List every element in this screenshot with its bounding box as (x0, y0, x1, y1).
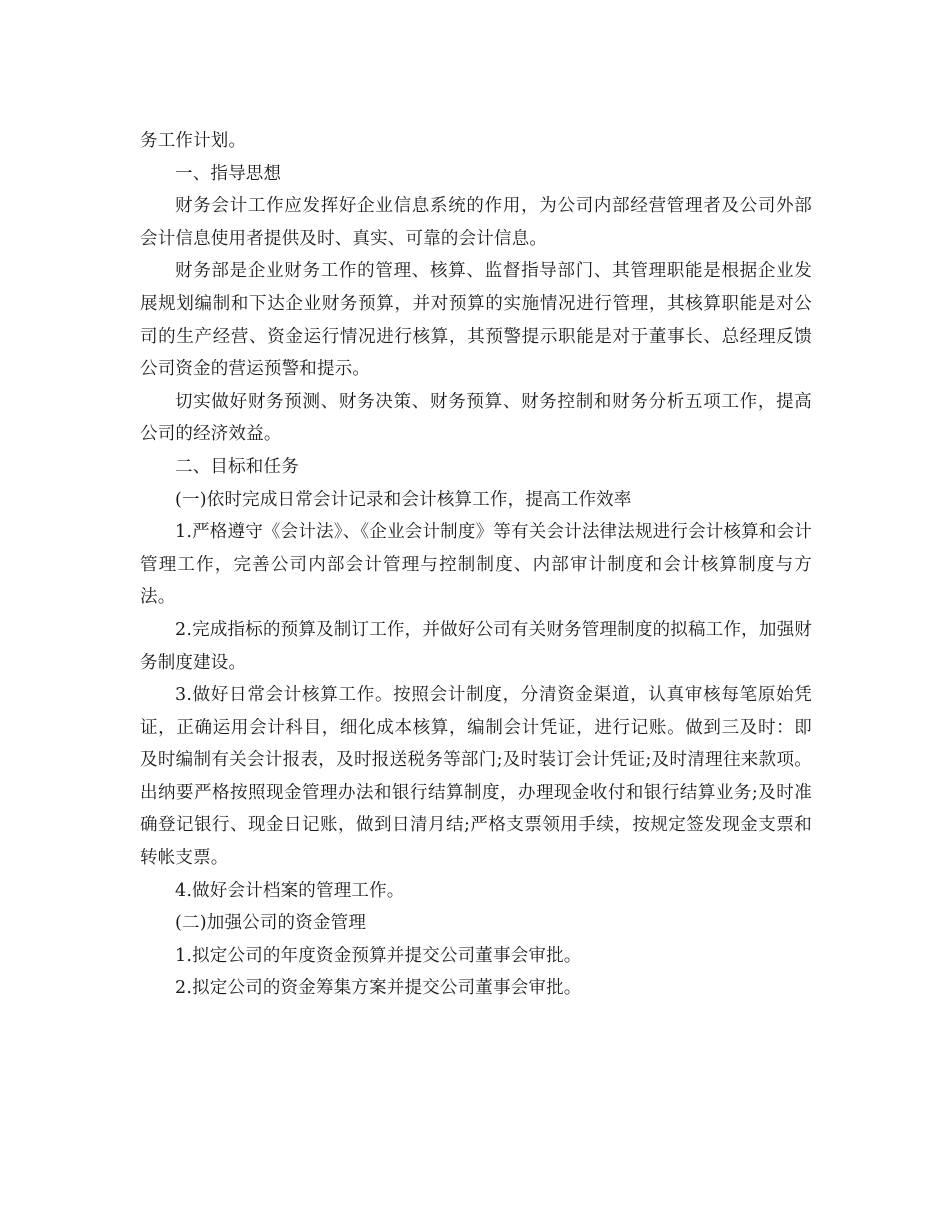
section-heading-guiding-ideology: 一、指导思想 (175, 163, 282, 184)
paragraph: 财务会计工作应发挥好企业信息系统的作用，为公司内部经营管理者及公司外部会计信息使用者提供及时、真实、可靠的会计信息。 (140, 196, 812, 249)
document-body (140, 125, 812, 1005)
paragraph-continuation: 务工作计划。 (140, 131, 247, 151)
subsection-heading: (一)依时完成日常会计记录和会计核算工作，提高工作效率 (175, 489, 632, 510)
paragraph: 切实做好财务预测、财务决策、财务预算、财务控制和财务分析五项工作，提高公司的经济效益。 (140, 391, 812, 445)
section-heading-goals-tasks: 二、目标和任务 (175, 456, 299, 477)
list-item: 1.拟定公司的年度资金预算并提交公司董事会审批。 (175, 945, 582, 966)
list-item: 3.做好日常会计核算工作。按照会计制度，分清资金渠道，认真审核每笔原始凭证，正确运用会计科目，细化成本核算，编制会计凭证，进行记账。做到三及时：即及时编制有关会计报表，及时报送税务等部门;及时装订会计凭证;及时清理往来款项。出纳要严格按照现金管理办法和银行结算制度，办理现金收付和银行结算业务;及时准确登记银行、现金日记账，做到日清月结;严格支票领用手续，按规定签发现金支票和转帐支票。 (140, 685, 812, 869)
list-item: 2.完成指标的预算及制订工作，并做好公司有关财务管理制度的拟稿工作，加强财务制度建设。 (140, 619, 812, 673)
paragraph: 财务部是企业财务工作的管理、核算、监督指导部门、其管理职能是根据企业发展规划编制和下达企业财务预算，并对预算的实施情况进行管理，其核算职能是对公司的生产经营、资金运行情况进行核算，其预警提示职能是对于董事长、总经理反馈公司资金的营运预警和提示。 (140, 261, 812, 380)
subsection-heading: (二)加强公司的资金管理 (175, 913, 367, 934)
list-item: 2.拟定公司的资金筹集方案并提交公司董事会审批。 (175, 978, 582, 999)
list-item: 4.做好会计档案的管理工作。 (175, 880, 405, 901)
list-item: 1.严格遵守《会计法》、《企业会计制度》等有关会计法律法规进行会计核算和会计管理工作，完善公司内部会计管理与控制制度、内部审计制度和会计核算制度与方法。 (140, 522, 812, 608)
